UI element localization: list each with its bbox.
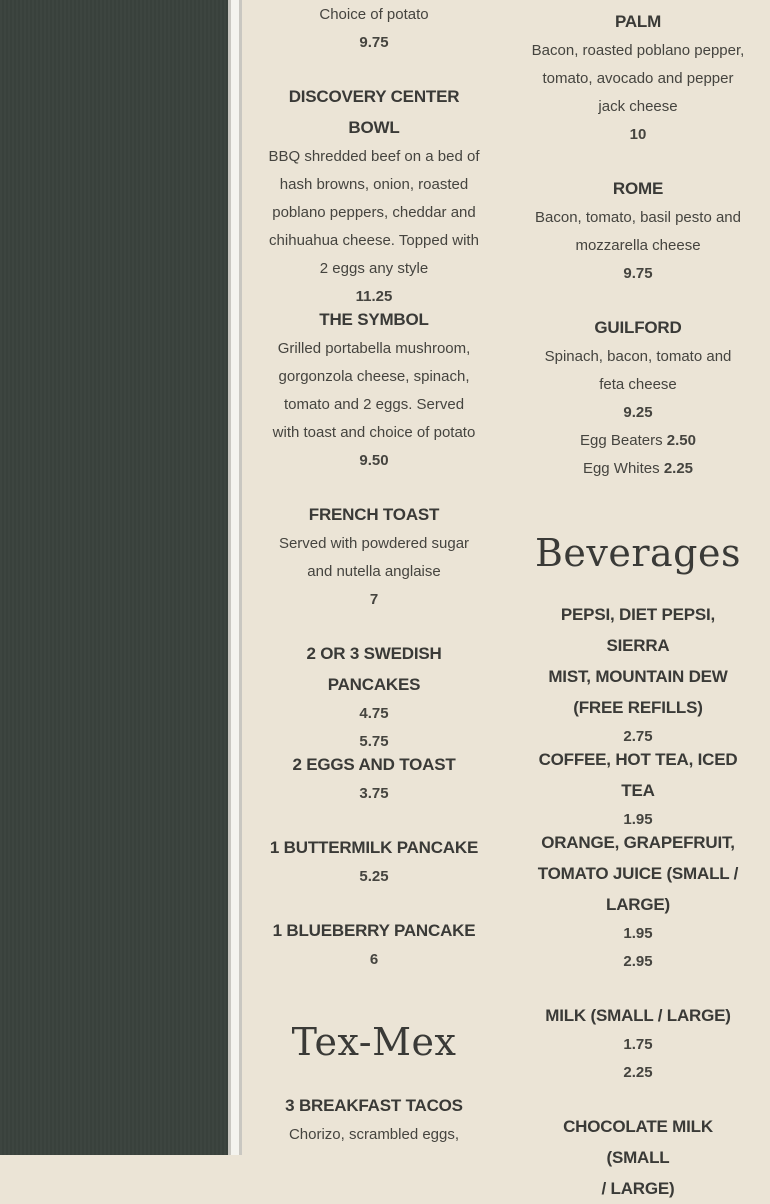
item-name-line: TOMATO JUICE (SMALL /: [537, 864, 739, 883]
item-price: 11.25: [355, 288, 393, 305]
menu-item-chocolate-milk: [530, 1111, 746, 1204]
menu-item-swedish-pancakes: [266, 638, 482, 756]
menu-item-sodas: [530, 599, 746, 751]
item-name: FRENCH TOAST: [308, 505, 440, 524]
item-description-line: tomato and 2 eggs. Served: [283, 396, 465, 413]
item-price: 1.95: [623, 925, 653, 942]
item-price: 9.50: [359, 452, 389, 469]
item-price: 9.75: [623, 265, 653, 282]
item-name-line: ORANGE, GRAPEFRUIT,: [541, 833, 735, 852]
item-name: PALM: [614, 12, 662, 31]
item-description-line: BBQ shredded beef on a bed of: [268, 148, 480, 165]
item-name: GUILFORD: [594, 318, 682, 337]
item-price: 3.75: [359, 785, 389, 802]
item-price: 2.95: [623, 953, 653, 970]
item-name: DISCOVERY CENTER BOWL: [288, 87, 460, 137]
menu-item-eggs-and-toast: [266, 749, 482, 808]
menu-item-the-symbol: [266, 304, 482, 475]
item-name-line: / LARGE): [601, 1179, 675, 1198]
item-description-line: Bacon, roasted poblano pepper,: [531, 42, 745, 59]
menu-item-coffee-tea: [530, 744, 746, 834]
item-option-egg-beaters: [530, 427, 746, 455]
item-description-line: Grilled portabella mushroom,: [277, 340, 471, 357]
menu-item-partial: [266, 1, 482, 57]
item-description-line: Bacon, tomato, basil pesto and: [535, 209, 741, 226]
item-price: 7: [369, 591, 379, 608]
item-name-line: (FREE REFILLS): [573, 698, 703, 717]
sidebar-panel: [0, 0, 228, 1155]
menu-item-milk: [530, 1000, 746, 1087]
item-name: 1 BUTTERMILK PANCAKE: [269, 838, 479, 857]
item-price: 1.75: [623, 1036, 653, 1053]
item-description-line: jack cheese: [598, 98, 678, 115]
item-option-egg-whites: [530, 455, 746, 483]
option-price: 2.50: [666, 432, 696, 449]
item-price: 2.75: [623, 728, 653, 745]
item-price: 1.95: [623, 811, 653, 828]
menu-item-french-toast: [266, 499, 482, 614]
item-name: 3 BREAKFAST TACOS: [285, 1096, 463, 1115]
menu-item-juice: [530, 827, 746, 976]
item-price: 4.75: [359, 705, 389, 722]
item-name: COFFEE, HOT TEA, ICED TEA: [538, 750, 738, 800]
item-name-line: PEPSI, DIET PEPSI, SIERRA: [560, 605, 716, 655]
menu-item-palm: [530, 6, 746, 149]
item-description-line: gorgonzola cheese, spinach,: [278, 368, 470, 385]
option-price: 2.25: [663, 460, 694, 477]
item-price: 5.25: [359, 868, 389, 885]
section-title-tex-mex: Tex-Mex: [291, 1020, 457, 1064]
item-name: MILK (SMALL / LARGE): [545, 1006, 731, 1025]
menu-item-buttermilk-pancake: [266, 832, 482, 891]
item-price: 5.75: [359, 733, 389, 750]
item-description-line: Chorizo, scrambled eggs,: [288, 1126, 460, 1143]
option-label: Egg Whites: [582, 460, 660, 477]
item-description-line: tomato, avocado and pepper: [542, 70, 734, 87]
item-description-line: with toast and choice of potato: [272, 424, 476, 441]
menu-item-rome: [530, 173, 746, 288]
item-description-line: chihuahua cheese. Topped with: [269, 232, 479, 249]
item-price: 6: [369, 951, 379, 968]
menu-item-guilford: [530, 312, 746, 483]
item-name: THE SYMBOL: [319, 310, 429, 329]
page-divider: [228, 0, 242, 1155]
item-name: 1 BLUEBERRY PANCAKE: [272, 921, 476, 940]
item-description-line: mozzarella cheese: [575, 237, 701, 254]
menu-item-blueberry-pancake: [266, 915, 482, 974]
menu-item-discovery-center-bowl: [266, 81, 482, 311]
item-name-line: LARGE): [606, 895, 670, 914]
section-title-beverages: Beverages: [534, 531, 741, 575]
item-price: 2.25: [623, 1064, 653, 1081]
item-price: 10: [629, 126, 647, 143]
item-description: Choice of potato: [319, 6, 429, 23]
menu-item-breakfast-tacos: [266, 1090, 482, 1149]
item-description-line: Served with powdered sugar: [278, 535, 470, 552]
item-description-line: feta cheese: [599, 376, 677, 393]
item-description-line: hash browns, onion, roasted: [279, 176, 469, 193]
item-name: 2 OR 3 SWEDISH PANCAKES: [306, 644, 442, 694]
item-name-line: CHOCOLATE MILK (SMALL: [563, 1117, 713, 1167]
item-name-line: MIST, MOUNTAIN DEW: [548, 667, 728, 686]
item-name: ROME: [612, 179, 664, 198]
item-price: 9.25: [623, 404, 653, 421]
item-description-line: poblano peppers, cheddar and: [272, 204, 476, 221]
item-description-line: Spinach, bacon, tomato and: [544, 348, 732, 365]
item-description-line: and nutella anglaise: [307, 563, 441, 580]
item-name: 2 EGGS AND TOAST: [292, 755, 456, 774]
item-price: 9.75: [359, 34, 389, 51]
item-description-line: 2 eggs any style: [319, 260, 429, 277]
option-label: Egg Beaters: [580, 432, 663, 449]
